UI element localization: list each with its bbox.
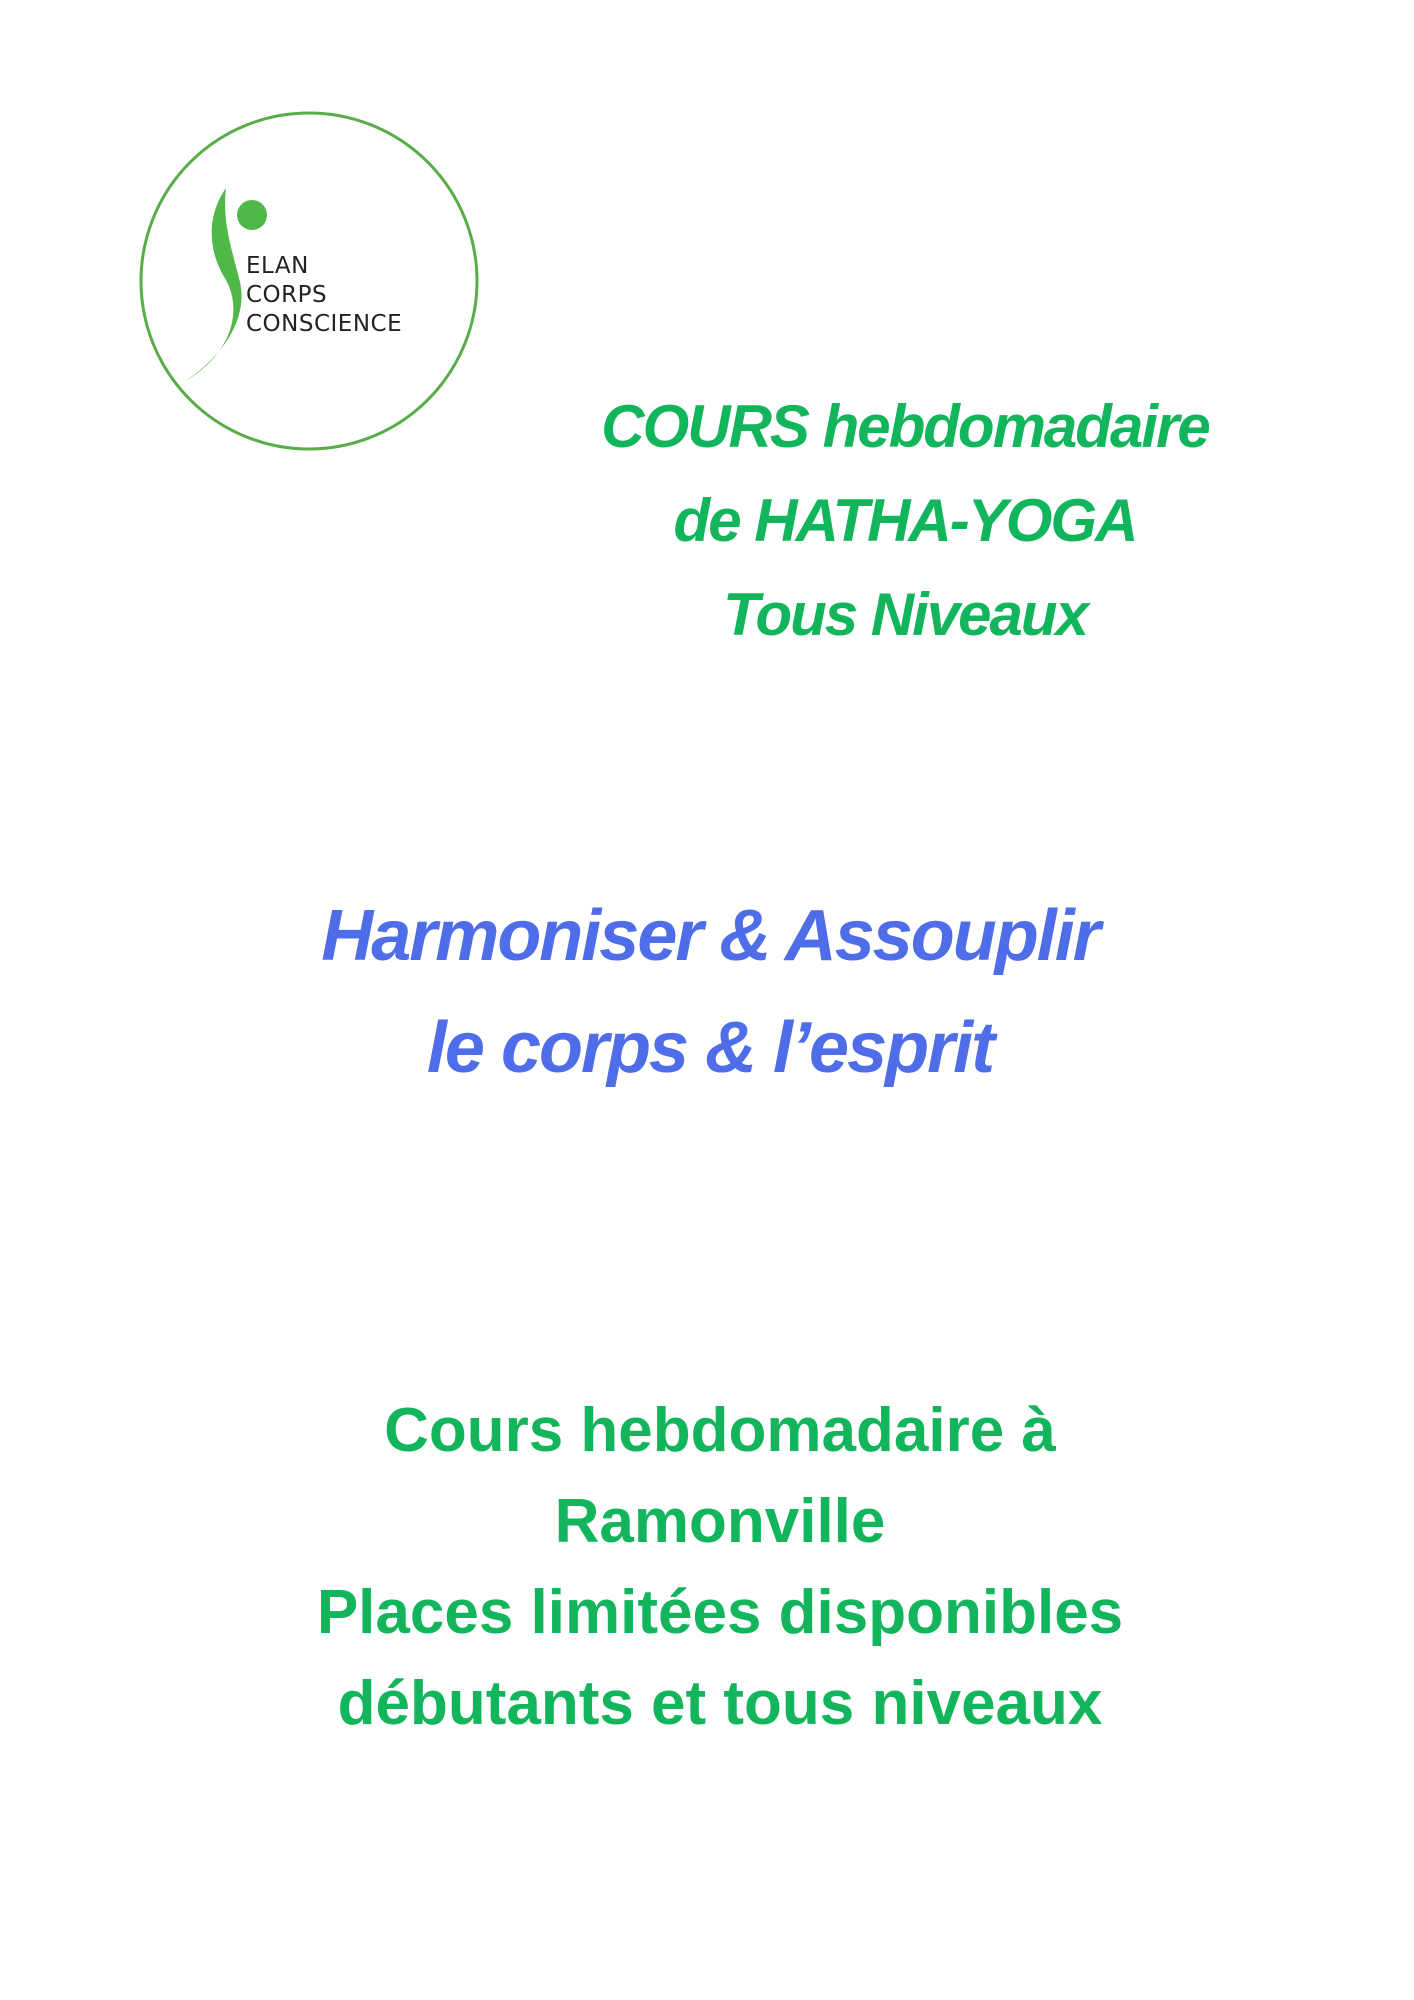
logo-line-corps: CORPS xyxy=(246,282,328,308)
info-line-2: Ramonville xyxy=(554,1487,886,1556)
title-line-3: Tous Niveaux xyxy=(723,581,1087,648)
course-info xyxy=(240,1385,1200,1749)
info-line-4: débutants et tous niveaux xyxy=(337,1669,1103,1738)
info-line-1: Cours hebdomadaire à xyxy=(384,1396,1056,1465)
info-line-3: Places limitées disponibles xyxy=(316,1578,1124,1647)
logo-wordmark xyxy=(246,252,402,339)
tagline-line-2: le corps & l’esprit xyxy=(426,1008,994,1088)
tagline-line-1: Harmoniser & Assouplir xyxy=(321,896,1099,976)
tagline xyxy=(220,880,1200,1104)
logo-line-conscience: CONSCIENCE xyxy=(246,311,403,337)
logo-line-elan: ELAN xyxy=(246,253,309,279)
course-title xyxy=(520,380,1290,662)
title-line-1: COURS hebdomadaire xyxy=(601,393,1209,460)
title-line-2: de HATHA-YOGA xyxy=(673,487,1137,554)
